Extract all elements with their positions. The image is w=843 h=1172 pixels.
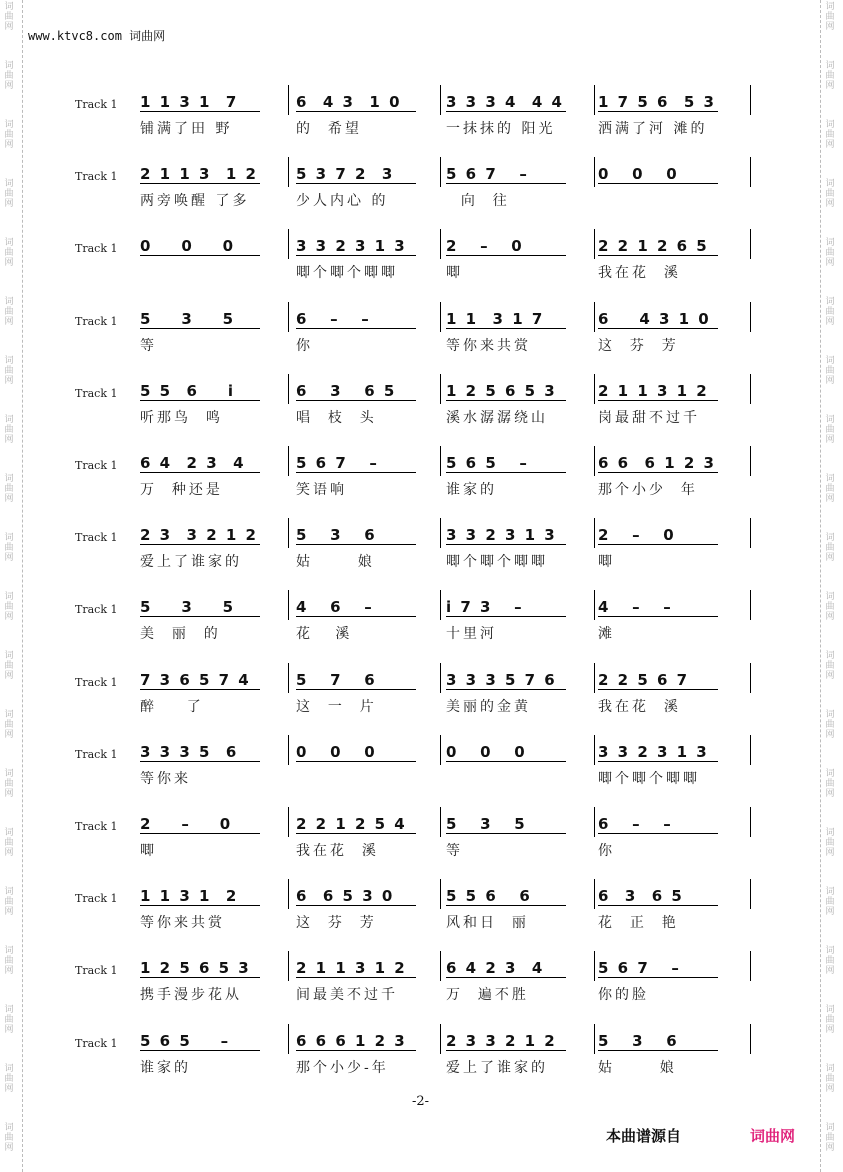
- measure-notes: 2 1 1 3 1 2: [140, 165, 258, 184]
- bar-line: [440, 446, 441, 476]
- watermark-text: 词曲网: [825, 179, 835, 209]
- measure-notes: 1 2 5 6 5 3: [446, 381, 557, 400]
- note-underline: [140, 472, 260, 473]
- note-underline: [296, 183, 416, 184]
- watermark-text: 词曲网: [4, 356, 14, 386]
- note-underline: [598, 328, 718, 329]
- note-underline: [598, 833, 718, 834]
- measure-notes: 6 – –: [598, 815, 673, 833]
- note-underline: [446, 905, 566, 906]
- watermark-text: 词曲网: [4, 61, 14, 91]
- bar-line: [440, 85, 441, 115]
- bar-line: [750, 518, 751, 548]
- watermark-text: 词曲网: [825, 651, 835, 681]
- measure-notes: 6 4 2 3 4: [140, 454, 246, 472]
- measure-lyrics: 两旁唤醒 了多: [140, 193, 250, 210]
- measure-notes: 7 3 6 5 7 4: [140, 670, 251, 689]
- watermark-text: 词曲网: [825, 769, 835, 799]
- watermark-text: 词曲网: [825, 1005, 835, 1035]
- watermark-text: 词曲网: [825, 2, 835, 32]
- bar-line: [750, 735, 751, 765]
- watermark-text: 词曲网: [4, 533, 14, 563]
- measure-notes: 2 2 1 2 5 4: [296, 815, 407, 833]
- measure-lyrics: 风和日 丽: [446, 915, 529, 932]
- watermark-text: 词曲网: [825, 828, 835, 858]
- measure-lyrics: 笑语响: [296, 482, 347, 498]
- measure-lyrics: 那个小少-年: [296, 1059, 389, 1076]
- note-underline: [598, 761, 718, 762]
- note-underline: [296, 616, 416, 617]
- note-underline: [140, 1050, 260, 1051]
- bar-line: [594, 735, 595, 765]
- note-underline: [446, 689, 566, 690]
- watermark-text: 词曲网: [825, 1064, 835, 1094]
- bar-line: [750, 374, 751, 404]
- measure-lyrics: 唧个唧个唧唧: [296, 265, 398, 282]
- note-underline: [598, 472, 718, 473]
- measure-notes: i 7 3 –: [446, 598, 524, 617]
- note-underline: [140, 544, 260, 545]
- bar-line: [594, 374, 595, 404]
- bar-line: [288, 446, 289, 476]
- measure-lyrics: 向 往: [446, 193, 510, 210]
- measure-notes: 3 3 2 3 1 3: [446, 526, 557, 545]
- note-underline: [296, 761, 416, 762]
- bar-line: [288, 374, 289, 404]
- track-label: Track 1: [75, 1036, 118, 1050]
- measure-notes: 0 0 0: [140, 237, 236, 256]
- measure-notes: 5 3 5: [446, 815, 527, 833]
- watermark-text: 词曲网: [4, 179, 14, 209]
- watermark-text: 词曲网: [4, 415, 14, 445]
- bar-line: [750, 302, 751, 332]
- bar-line: [594, 157, 595, 187]
- bar-line: [288, 879, 289, 909]
- note-underline: [598, 544, 718, 545]
- measure-lyrics: 爱上了谁家的: [446, 1059, 548, 1076]
- watermark-text: 词曲网: [825, 297, 835, 327]
- bar-line: [440, 807, 441, 837]
- watermark-text: 词曲网: [825, 356, 835, 386]
- note-underline: [140, 905, 260, 906]
- score-row: [0, 237, 843, 302]
- track-label: Track 1: [75, 964, 118, 978]
- bar-line: [440, 735, 441, 765]
- measure-lyrics: 唧: [140, 843, 157, 859]
- bar-line: [288, 807, 289, 837]
- note-underline: [598, 905, 718, 906]
- measure-notes: 1 1 3 1 7: [140, 93, 239, 111]
- footer-source-label: 本曲谱源自: [606, 1127, 682, 1145]
- bar-line: [594, 229, 595, 259]
- watermark-text: 词曲网: [4, 474, 14, 504]
- track-label: Track 1: [75, 386, 118, 400]
- measure-lyrics: 一抹抹的 阳光: [446, 121, 556, 137]
- watermark-text: 词曲网: [4, 946, 14, 976]
- score-row: [0, 670, 843, 736]
- note-underline: [446, 400, 566, 401]
- bar-line: [750, 663, 751, 693]
- measure-notes: 5 7 6: [296, 670, 377, 689]
- note-underline: [446, 1050, 566, 1051]
- measure-notes: 2 2 5 6 7: [598, 670, 690, 689]
- bar-line: [440, 663, 441, 693]
- bar-line: [594, 85, 595, 115]
- measure-lyrics: 花 正 艳: [598, 915, 679, 932]
- measure-notes: 1 7 5 6 5 3: [598, 93, 716, 111]
- measure-notes: 5 6 5 –: [446, 454, 529, 472]
- note-underline: [446, 544, 566, 545]
- measure-notes: 5 6 5 –: [140, 1031, 231, 1050]
- bar-line: [288, 1024, 289, 1054]
- measure-notes: 6 4 3 1 0: [598, 309, 711, 328]
- footer-brand: 词曲网: [750, 1127, 796, 1145]
- bar-line: [750, 590, 751, 620]
- watermark-text: 词曲网: [825, 592, 835, 622]
- measure-notes: 2 1 1 3 1 2: [296, 959, 407, 978]
- measure-lyrics: 谁家的: [140, 1059, 191, 1076]
- measure-notes: 1 1 3 1 7: [446, 309, 545, 328]
- note-underline: [296, 689, 416, 690]
- measure-lyrics: 洒满了河 滩的: [598, 121, 708, 137]
- note-underline: [598, 255, 718, 256]
- measure-notes: 2 3 3 2 1 2: [140, 526, 258, 545]
- watermark-text: 词曲网: [4, 1005, 14, 1035]
- measure-lyrics: 等你来: [140, 770, 191, 787]
- measure-lyrics: 铺满了田 野: [140, 121, 233, 137]
- score-row: [0, 887, 843, 952]
- measure-lyrics: 等: [446, 843, 463, 859]
- measure-notes: 2 3 3 2 1 2: [446, 1031, 557, 1050]
- measure-lyrics: 那个小少 年: [598, 482, 698, 498]
- track-label: Track 1: [75, 820, 118, 833]
- note-underline: [140, 616, 260, 617]
- measure-notes: 1 2 5 6 5 3: [140, 959, 251, 978]
- score-row: [0, 598, 843, 663]
- measure-lyrics: 携手漫步花从: [140, 987, 242, 1004]
- measure-lyrics: 万 种还是: [140, 482, 223, 498]
- bar-line: [750, 157, 751, 187]
- watermark-text: 词曲网: [4, 887, 14, 917]
- note-underline: [598, 111, 718, 112]
- track-label: Track 1: [75, 603, 118, 617]
- measure-notes: 6 6 6 1 2 3: [598, 454, 716, 472]
- measure-notes: 5 6 7 –: [296, 454, 379, 472]
- note-underline: [140, 400, 260, 401]
- note-underline: [446, 111, 566, 112]
- measure-notes: 5 6 7 –: [446, 165, 529, 184]
- measure-notes: 2 2 1 2 6 5: [598, 237, 709, 256]
- bar-line: [440, 590, 441, 620]
- measure-notes: 5 6 7 –: [598, 959, 681, 978]
- track-label: Track 1: [75, 242, 118, 256]
- measure-lyrics: 等: [140, 337, 157, 354]
- measure-notes: 4 6 –: [296, 598, 374, 617]
- bar-line: [594, 518, 595, 548]
- bar-line: [594, 807, 595, 837]
- measure-notes: 5 3 6: [296, 526, 377, 545]
- bar-line: [750, 951, 751, 981]
- measure-notes: 3 3 3 4 4 4: [446, 93, 564, 111]
- measure-notes: 0 0 0: [296, 742, 377, 761]
- note-underline: [446, 616, 566, 617]
- measure-notes: 3 3 2 3 1 3: [598, 742, 709, 761]
- measure-lyrics: 等你来共赏: [140, 915, 225, 932]
- watermark-text: 词曲网: [825, 946, 835, 976]
- bar-line: [594, 590, 595, 620]
- note-underline: [446, 255, 566, 256]
- note-underline: [296, 905, 416, 906]
- measure-notes: 2 – 0: [446, 237, 524, 256]
- score-row: [0, 815, 843, 880]
- bar-line: [594, 663, 595, 693]
- note-underline: [446, 761, 566, 762]
- track-label: Track 1: [75, 170, 118, 184]
- measure-lyrics: 我在花 溪: [598, 265, 681, 282]
- bar-line: [440, 518, 441, 548]
- measure-lyrics: 爱上了谁家的: [140, 554, 242, 571]
- bar-line: [440, 157, 441, 187]
- watermark-text: 词曲网: [825, 415, 835, 445]
- measure-notes: 0 0 0: [446, 742, 527, 761]
- measure-lyrics: 溪水潺潺绕山: [446, 409, 548, 426]
- measure-lyrics: 唧: [598, 554, 615, 571]
- measure-notes: 4 – –: [598, 598, 673, 617]
- track-label: Track 1: [75, 314, 118, 328]
- measure-lyrics: 间最美不过千: [296, 987, 398, 1004]
- bar-line: [750, 85, 751, 115]
- measure-lyrics: 唧个唧个唧唧: [598, 770, 700, 787]
- bar-line: [440, 1024, 441, 1054]
- bar-line: [288, 229, 289, 259]
- bar-line: [594, 302, 595, 332]
- track-label: Track 1: [75, 892, 118, 906]
- track-label: Track 1: [75, 675, 118, 689]
- measure-lyrics: 这 芬 芳: [598, 337, 679, 354]
- measure-notes: 5 5 6 i: [140, 381, 236, 400]
- measure-notes: 6 – –: [296, 309, 371, 328]
- note-underline: [140, 255, 260, 256]
- score-row: [0, 742, 843, 808]
- note-underline: [140, 328, 260, 329]
- note-underline: [446, 183, 566, 184]
- watermark-text: 词曲网: [4, 651, 14, 681]
- watermark-text: 词曲网: [4, 1123, 14, 1153]
- track-label: Track 1: [75, 747, 118, 761]
- measure-lyrics: 唱 枝 头: [296, 409, 377, 426]
- bar-line: [594, 951, 595, 981]
- note-underline: [140, 833, 260, 834]
- watermark-text: 词曲网: [4, 120, 14, 150]
- note-underline: [296, 255, 416, 256]
- measure-notes: 5 3 6: [598, 1031, 679, 1050]
- track-label: Track 1: [75, 531, 118, 545]
- score-row: [0, 93, 843, 158]
- measure-lyrics: 唧个唧个唧唧: [446, 554, 548, 571]
- note-underline: [140, 111, 260, 112]
- measure-notes: 0 0 0: [598, 165, 679, 184]
- measure-lyrics: 听那鸟 鸣: [140, 409, 223, 426]
- measure-notes: 5 3 5: [140, 598, 236, 617]
- bar-line: [440, 374, 441, 404]
- measure-notes: 3 3 2 3 1 3: [296, 237, 407, 256]
- note-underline: [598, 977, 718, 978]
- score-row: [0, 454, 843, 519]
- measure-lyrics: 姑 娘: [598, 1059, 677, 1076]
- note-underline: [296, 544, 416, 545]
- bar-line: [288, 85, 289, 115]
- score-row: [0, 526, 843, 591]
- watermark-text: 词曲网: [825, 887, 835, 917]
- measure-lyrics: 少人内心 的: [296, 193, 389, 210]
- measure-notes: 6 6 5 3 0: [296, 887, 395, 906]
- measure-lyrics: 十里河: [446, 626, 497, 643]
- note-underline: [296, 977, 416, 978]
- bar-line: [288, 518, 289, 548]
- measure-notes: 5 5 6 6: [446, 887, 532, 906]
- measure-lyrics: 姑 娘: [296, 554, 375, 571]
- measure-lyrics: 醉 了: [140, 698, 204, 715]
- watermark-text: 词曲网: [825, 120, 835, 150]
- bar-line: [750, 807, 751, 837]
- measure-notes: 5 3 5: [140, 309, 236, 328]
- measure-notes: 3 3 3 5 6: [140, 742, 239, 761]
- score-row: [0, 1031, 843, 1097]
- site-url: www.ktvc8.com 词曲网: [28, 29, 166, 43]
- measure-lyrics: 万 遍不胜: [446, 987, 529, 1004]
- measure-lyrics: 岗最甜不过千: [598, 409, 700, 426]
- measure-lyrics: 等你来共赏: [446, 337, 531, 354]
- bar-line: [750, 1024, 751, 1054]
- watermark-text: 词曲网: [825, 533, 835, 563]
- measure-lyrics: 美 丽 的: [140, 626, 221, 643]
- measure-notes: 2 1 1 3 1 2: [598, 381, 709, 400]
- note-underline: [446, 328, 566, 329]
- bar-line: [440, 951, 441, 981]
- measure-lyrics: 我在花 溪: [296, 843, 379, 859]
- measure-lyrics: 这 一 片: [296, 698, 377, 715]
- track-label: Track 1: [75, 98, 118, 111]
- watermark-text: 词曲网: [4, 238, 14, 268]
- measure-lyrics: 花 溪: [296, 626, 353, 643]
- bar-line: [288, 157, 289, 187]
- bar-line: [750, 229, 751, 259]
- note-underline: [598, 400, 718, 401]
- measure-lyrics: 美丽的金黄: [446, 698, 531, 715]
- track-label: Track 1: [75, 459, 118, 472]
- watermark-text: 词曲网: [4, 1064, 14, 1094]
- note-underline: [140, 689, 260, 690]
- bar-line: [750, 879, 751, 909]
- note-underline: [296, 400, 416, 401]
- bar-line: [440, 879, 441, 909]
- measure-notes: 2 – 0: [598, 526, 676, 545]
- watermark-text: 词曲网: [825, 61, 835, 91]
- watermark-text: 词曲网: [4, 592, 14, 622]
- score-row: [0, 381, 843, 447]
- measure-lyrics: 唧: [446, 265, 463, 282]
- watermark-text: 词曲网: [825, 1123, 835, 1153]
- measure-lyrics: 我在花 溪: [598, 698, 681, 715]
- measure-notes: 5 3 7 2 3: [296, 165, 395, 184]
- measure-notes: 1 1 3 1 2: [140, 887, 239, 906]
- note-underline: [446, 472, 566, 473]
- watermark-text: 词曲网: [825, 474, 835, 504]
- watermark-text: 词曲网: [825, 238, 835, 268]
- note-underline: [296, 111, 416, 112]
- measure-lyrics: 的 希望: [296, 121, 362, 137]
- note-underline: [296, 1050, 416, 1051]
- note-underline: [296, 328, 416, 329]
- watermark-text: 词曲网: [4, 710, 14, 740]
- measure-lyrics: 你的脸: [598, 987, 649, 1004]
- note-underline: [598, 616, 718, 617]
- note-underline: [446, 833, 566, 834]
- measure-lyrics: 这 芬 芳: [296, 915, 377, 932]
- note-underline: [598, 183, 718, 184]
- page-number: -2-: [412, 1094, 430, 1109]
- watermark-text: 词曲网: [4, 297, 14, 327]
- measure-notes: 2 – 0: [140, 815, 233, 833]
- measure-notes: 6 3 6 5: [598, 887, 684, 906]
- bar-line: [288, 735, 289, 765]
- watermark-text: 词曲网: [825, 710, 835, 740]
- measure-lyrics: 谁家的: [446, 482, 497, 498]
- bar-line: [750, 446, 751, 476]
- note-underline: [140, 977, 260, 978]
- bar-line: [288, 951, 289, 981]
- watermark-text: 词曲网: [4, 769, 14, 799]
- bar-line: [594, 879, 595, 909]
- bar-line: [288, 302, 289, 332]
- note-underline: [296, 833, 416, 834]
- note-underline: [446, 977, 566, 978]
- note-underline: [140, 761, 260, 762]
- measure-lyrics: 你: [296, 337, 313, 354]
- score-row: [0, 165, 843, 230]
- measure-notes: 6 3 6 5: [296, 381, 397, 400]
- watermark-text: 词曲网: [4, 828, 14, 858]
- measure-lyrics: 滩: [598, 626, 615, 643]
- measure-notes: 6 4 2 3 4: [446, 959, 545, 978]
- measure-notes: 3 3 3 5 7 6: [446, 670, 557, 689]
- measure-notes: 6 6 6 1 2 3: [296, 1031, 407, 1050]
- bar-line: [440, 229, 441, 259]
- measure-lyrics: 你: [598, 843, 615, 859]
- bar-line: [594, 446, 595, 476]
- note-underline: [598, 689, 718, 690]
- note-underline: [140, 183, 260, 184]
- watermark-text: 词曲网: [4, 2, 14, 32]
- bar-line: [594, 1024, 595, 1054]
- bar-line: [440, 302, 441, 332]
- bar-line: [288, 663, 289, 693]
- note-underline: [598, 1050, 718, 1051]
- note-underline: [296, 472, 416, 473]
- bar-line: [288, 590, 289, 620]
- measure-notes: 6 4 3 1 0: [296, 93, 402, 111]
